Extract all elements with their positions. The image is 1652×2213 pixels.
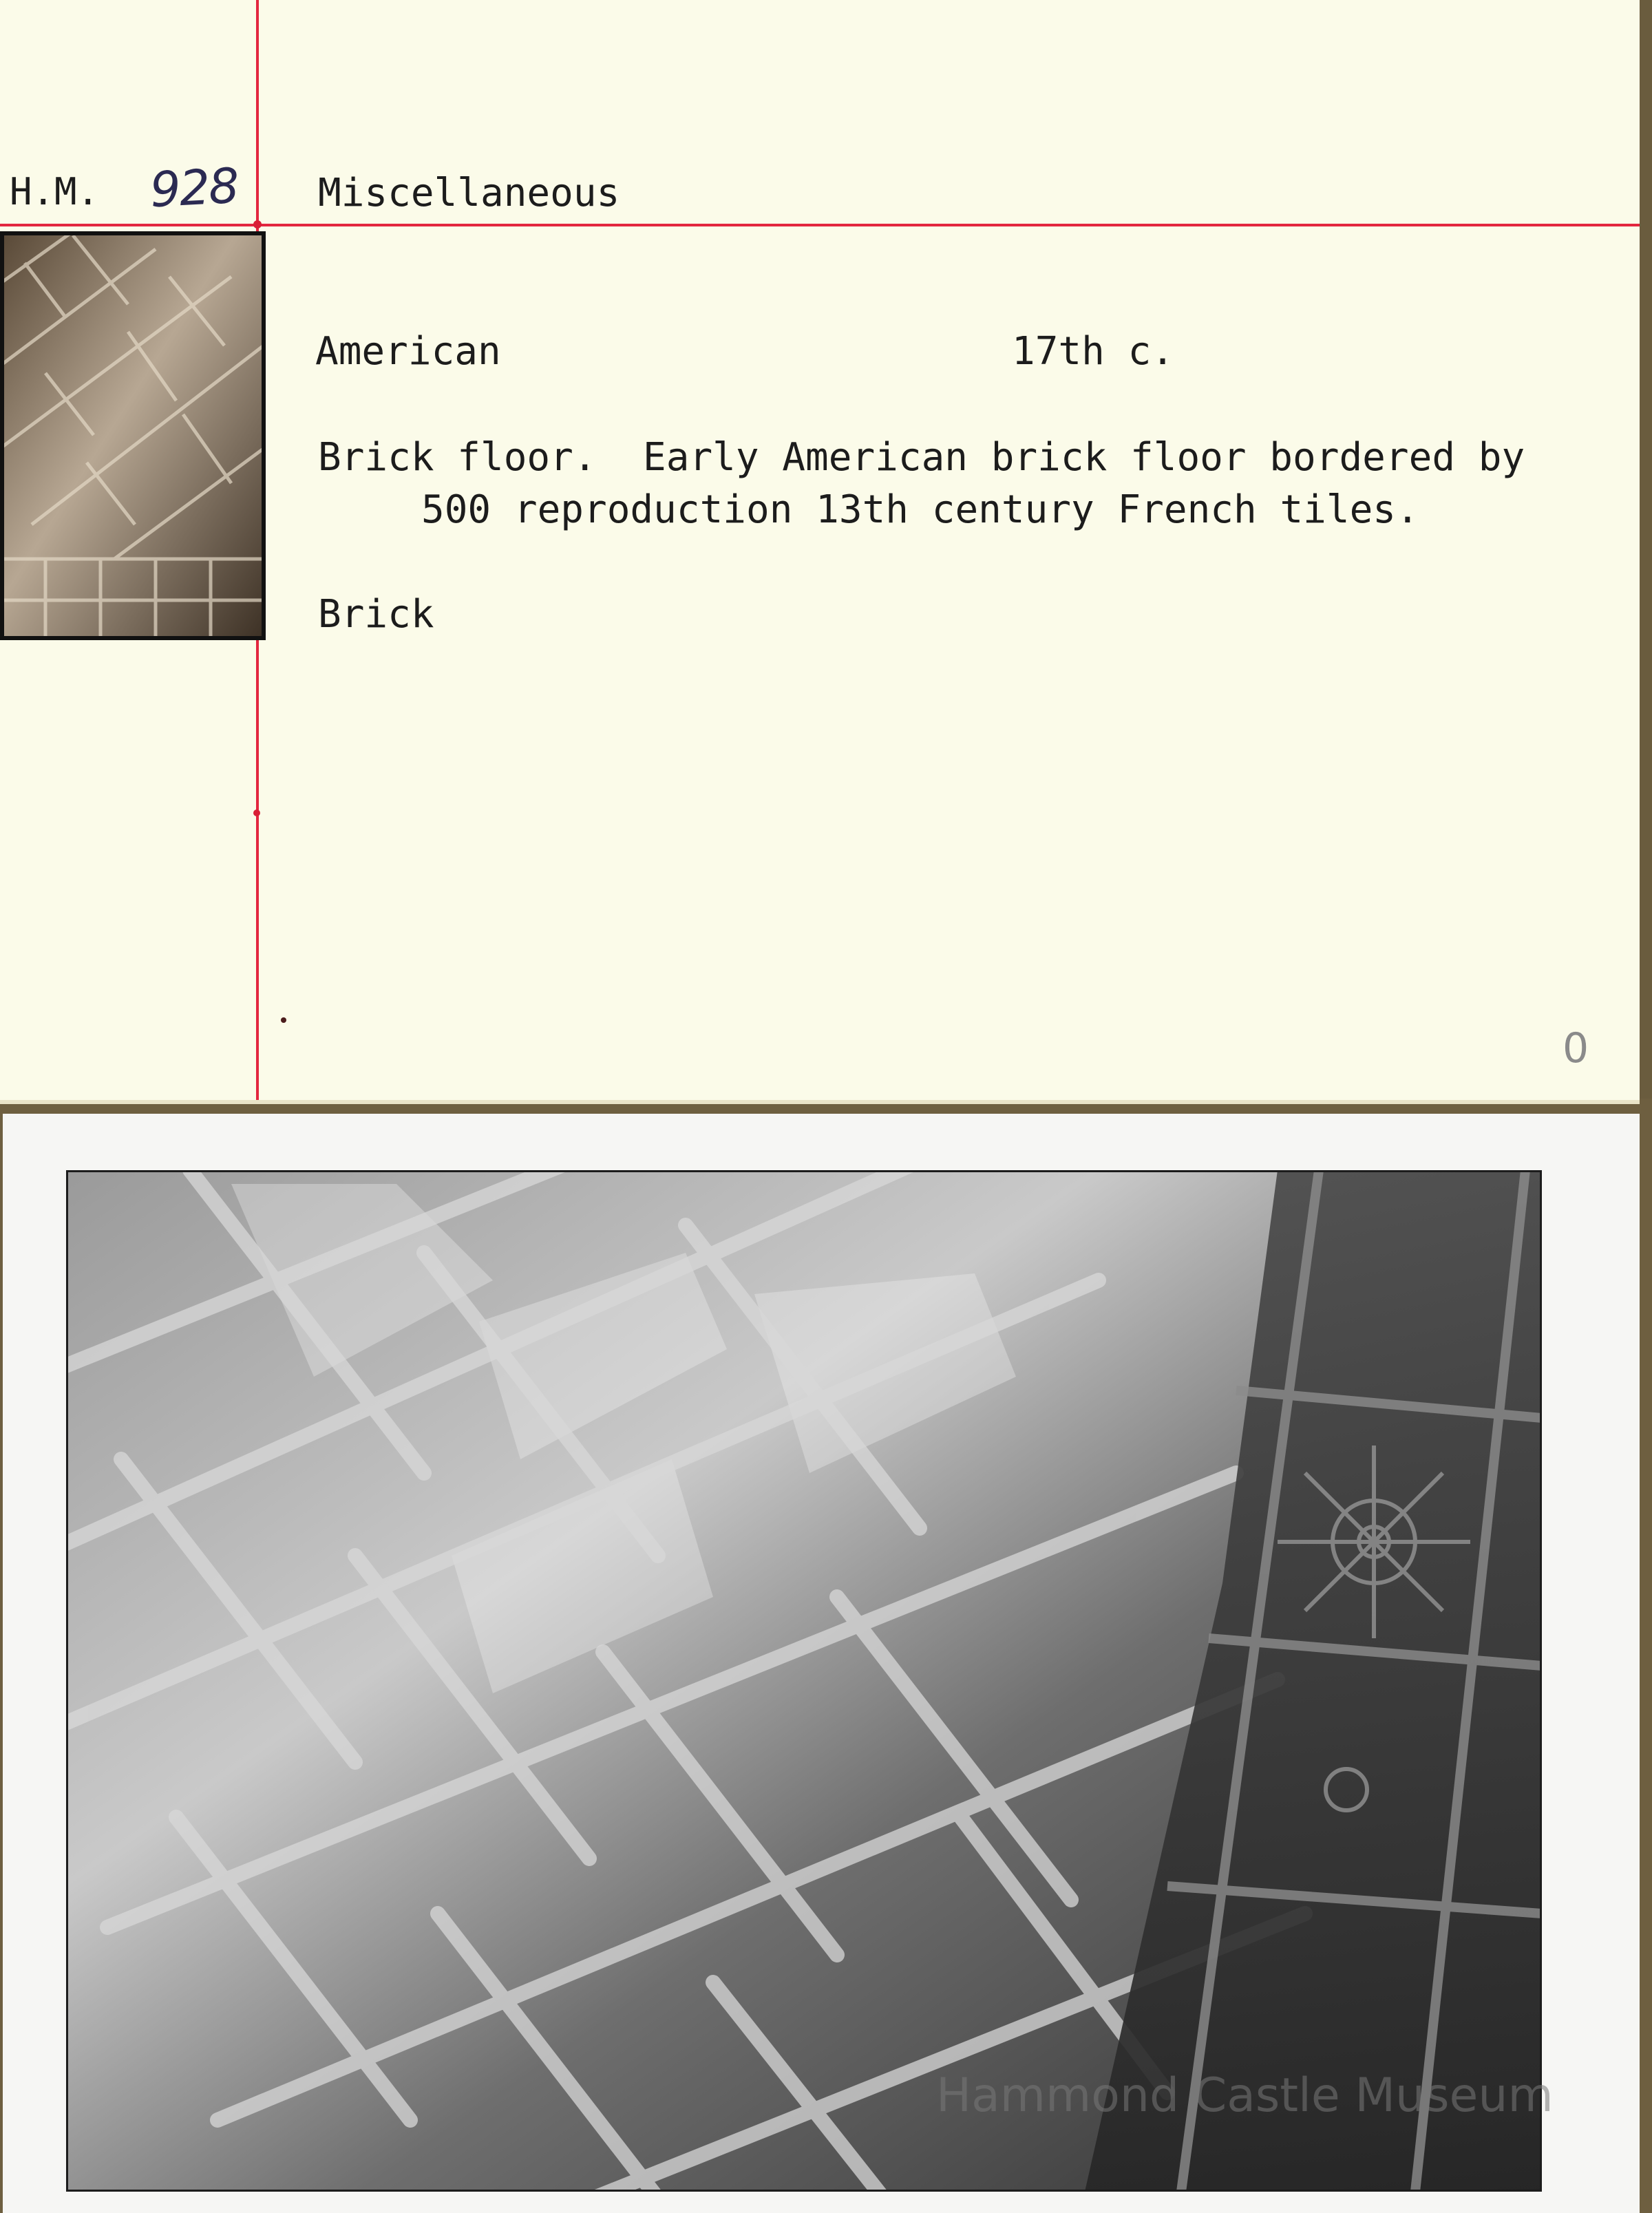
pencil-mark: 0 [1563,1024,1589,1072]
rule-mark-dot [253,809,260,816]
category-label: Miscellaneous [318,171,620,215]
accession-number: 928 [148,157,240,219]
description-line-2: 500 reproduction 13th century French tiles. [421,487,1419,532]
accession-prefix: H.M. [10,170,100,213]
brick-floor-photograph [66,1170,1542,2192]
date-label: 17th c. [1012,329,1175,374]
museum-watermark: Hammond Castle Museum [936,2068,1554,2123]
ink-speck [281,1017,286,1023]
material-label: Brick [318,592,434,637]
origin-label: American [315,329,501,374]
description-line-1: Brick floor. Early American brick floor bordered by [318,435,1525,480]
brick-floor-thumbnail [0,231,266,640]
margin-rule-horizontal [0,224,1640,226]
catalog-card [0,0,1640,1104]
rule-intersection-dot [253,220,262,229]
